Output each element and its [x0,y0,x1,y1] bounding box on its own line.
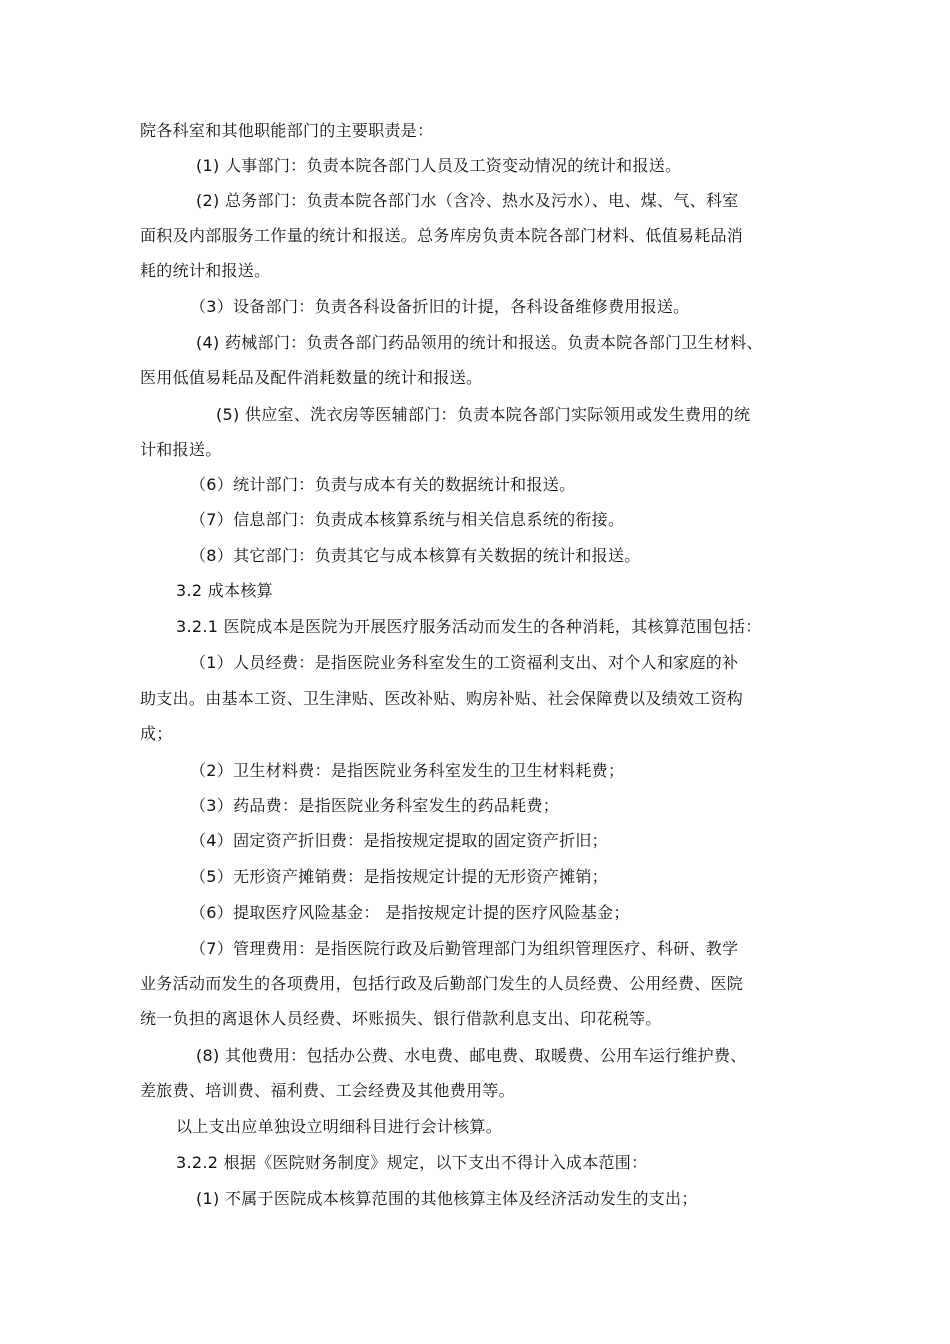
text-line: 3.2.1 医院成本是医院为开展医疗服务活动而发生的各种消耗，其核算范围包括： [176,617,762,636]
text-line: 助支出。由基本工资、卫生津贴、医改补贴、购房补贴、社会保障费以及绩效工资构 [140,689,744,708]
text-line: （7）信息部门：负责成本核算系统与相关信息系统的衔接。 [190,510,625,529]
text-line: (2) 总务部门：负责本院各部门水（含冷、热水及污水）、电、煤、气、科室 [196,191,739,210]
text-line: （5）无形资产摊销费：是指按规定计提的无形资产摊销； [190,867,608,886]
text-line: (8) 其他费用：包括办公费、水电费、邮电费、取暖费、公用车运行维护费、 [196,1046,747,1065]
text-line: (1) 人事部门：负责本院各部门人员及工资变动情况的统计和报送。 [196,156,682,175]
text-line: (4) 药械部门：负责各部门药品领用的统计和报送。负责本院各部门卫生材料、 [196,333,763,352]
text-line: 差旅费、培训费、福利费、工会经费及其他费用等。 [140,1081,515,1100]
text-line: 耗的统计和报送。 [140,261,271,280]
text-line: （6）提取医疗风险基金： 是指按规定计提的医疗风险基金； [190,903,630,922]
text-line: （2）卫生材料费：是指医院业务科室发生的卫生材料耗费； [190,761,625,780]
text-line: 计和报送。 [140,440,222,459]
text-line: 3.2.2 根据《医院财务制度》规定，以下支出不得计入成本范围： [176,1153,648,1172]
text-line: （6）统计部门：负责与成本有关的数据统计和报送。 [190,475,576,494]
text-line: （3）设备部门：负责各科设备折旧的计提，各科设备维修费用报送。 [190,297,690,316]
text-line: 院各科室和其他职能部门的主要职责是： [140,121,434,140]
text-line: （3）药品费：是指医院业务科室发生的药品耗费； [190,796,560,815]
text-line: （4）固定资产折旧费：是指按规定提取的固定资产折旧； [190,831,608,850]
text-line: 统一负担的离退休人员经费、坏账损失、银行借款利息支出、印花税等。 [140,1009,662,1028]
section-heading: 3.2 成本核算 [176,581,273,600]
text-line: (5) 供应室、洗衣房等医辅部门：负责本院各部门实际领用或发生费用的统 [216,405,751,424]
text-line: （7）管理费用：是指医院行政及后勤管理部门为组织管理医疗、科研、教学 [190,939,739,958]
text-line: 以上支出应单独设立明细科目进行会计核算。 [176,1117,503,1136]
text-line: 医用低值易耗品及配件消耗数量的统计和报送。 [140,368,483,387]
text-line: 成； [140,724,173,743]
text-line: （1）人员经费：是指医院业务科室发生的工资福利支出、对个人和家庭的补 [190,653,739,672]
text-line: (1) 不属于医院成本核算范围的其他核算主体及经济活动发生的支出； [196,1189,698,1208]
text-line: （8）其它部门：负责其它与成本核算有关数据的统计和报送。 [190,546,641,565]
text-line: 面积及内部服务工作量的统计和报送。总务库房负责本院各部门材料、低值易耗品消 [140,226,744,245]
text-line: 业务活动而发生的各项费用，包括行政及后勤部门发生的人员经费、公用经费、医院 [140,974,744,993]
